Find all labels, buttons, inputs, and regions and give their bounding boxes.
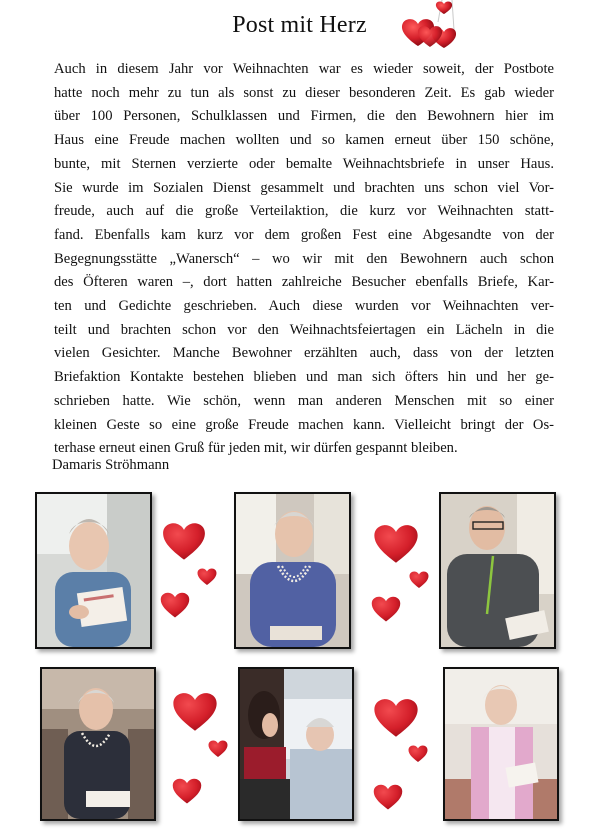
heart-icon [408, 745, 428, 763]
heart-icon [208, 740, 228, 758]
article-line: fand. Ebenfalls kam kurz vor dem großen Fest eine Abgesandte von der [54, 226, 554, 243]
article-line: freude, auch auf die große Verteilaktion, die kurz vor Weihnachten statt- [54, 203, 554, 220]
author-signature: Damaris Ströhmann [52, 457, 170, 473]
heart-icon [373, 524, 419, 565]
article-line: Auch in diesem Jahr vor Weihnachten war es wieder soweit, der Postbote [54, 61, 554, 77]
article-line: ten und Gedichte geschrieben. Auch diese wurden vor Weihnachten ver- [54, 298, 554, 315]
photo-resident-woman-pink-vest [443, 667, 559, 821]
heart-icon [409, 571, 429, 589]
article-line: Sie wurde im Sozialen Dienst gesammelt und brachten uns schon viel Vor- [54, 179, 554, 196]
heart-icon [373, 784, 403, 811]
hanging-hearts-icon [400, 0, 470, 62]
heart-icon [160, 592, 190, 619]
heart-icon [373, 698, 419, 739]
article-line: hatte noch mehr zu tun als sonst zu dieser besonderen Zeit. Es gab wieder [54, 84, 554, 101]
article-line: bunte, mit Sternen verzierte oder bemalte Weihnachtsbriefe in unser Haus. [54, 155, 554, 172]
article-line: teilt und brachten schon vor den Weihnachtsfeiertagen ein Lächeln in die [54, 321, 554, 338]
article-line: terhase erneut einen Gruß für jeden mit, wir dürfen gespannt bleiben. [54, 440, 458, 457]
page-title: Post mit Herz [232, 12, 367, 38]
article-body [54, 58, 554, 461]
photo-resident-man-with-letter [439, 492, 556, 649]
photo-resident-woman-pearl-necklace [234, 492, 351, 649]
heart-icon [371, 596, 401, 623]
heart-icon [172, 778, 202, 805]
article-line: Begegnungsstätte „Wanersch“ – wo wir mit den Bewohnern auch schon [54, 250, 554, 267]
heart-icon [172, 692, 218, 733]
article-line: des Öfteren waren –, dort hatten zahlreiche Besucher ebenfalls Briefe, Kar- [54, 274, 554, 291]
article-line: Haus eine Freude machen wollten und so kamen erneut über 150 schöne, [54, 132, 554, 149]
heart-icon [197, 568, 217, 586]
article-line: vielen Gesichter. Manche Bewohner erzählten auch, dass von der letzten [54, 345, 554, 362]
heart-icon [162, 522, 206, 562]
article-line: Briefaktion Kontakte bestehen blieben und man sich öfters hin und her ge- [54, 369, 554, 386]
article-line: schrieben hatte. Wie schön, wenn man anderen Menschen mit so einer [54, 392, 554, 409]
article-line: über 100 Personen, Schulklassen und Firmen, die den Bewohnern hier im [54, 108, 554, 125]
photo-visitor-with-resident-in-bed [238, 667, 354, 821]
article-line: kleinen Geste so eine große Freude machen kann. Vielleicht bringt der Os- [54, 416, 554, 433]
photo-resident-woman-in-armchair [40, 667, 156, 821]
photo-resident-woman-holding-letter [35, 492, 152, 649]
